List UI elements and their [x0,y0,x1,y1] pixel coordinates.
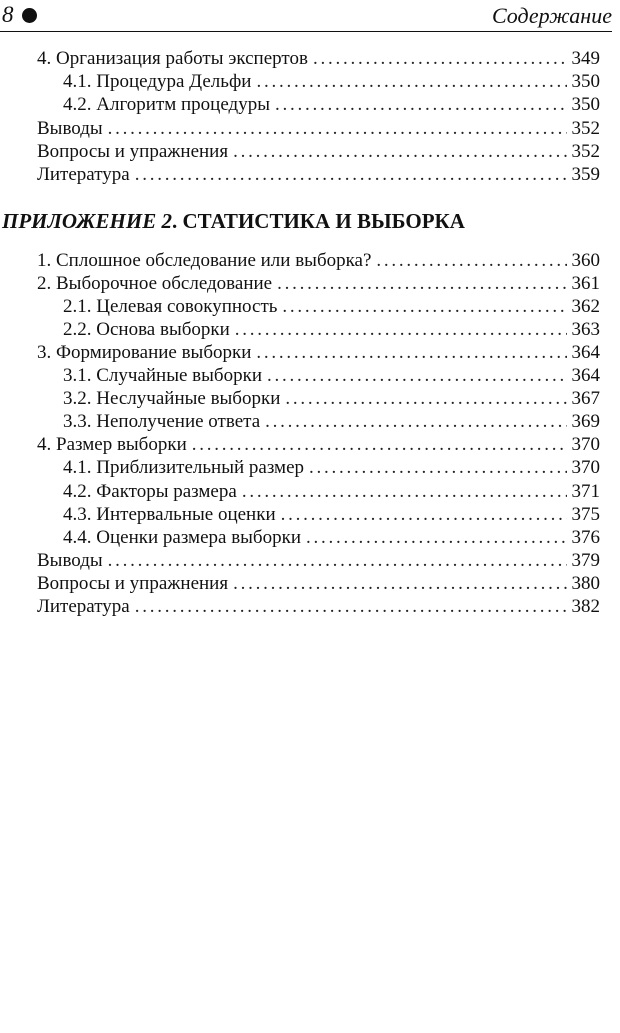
toc-leader-dots [309,456,566,479]
toc-leader-dots [135,163,567,186]
toc-entry-title: 2. Выборочное обследование [37,273,273,295]
toc-entry-page: 375 [571,503,600,525]
toc-entry-title: 4.1. Приблизительный размер [63,457,305,479]
toc-entry-page: 379 [571,549,600,571]
toc-entry [0,387,600,410]
toc-entry [0,410,600,433]
toc-leader-dots [135,595,567,618]
toc-entry-title: 4.2. Алгоритм процедуры [63,94,270,116]
page-header [0,0,620,34]
toc-leader-dots [256,70,566,93]
toc-entry-page: 352 [571,117,600,139]
toc-leader-dots [192,433,567,456]
toc-entry [0,572,600,595]
toc-entry [0,117,600,140]
toc-leader-dots [256,341,566,364]
toc-leader-dots [282,295,566,318]
toc-leader-dots [281,503,567,526]
toc-leader-dots [265,410,566,433]
toc-entry-page: 370 [571,457,600,479]
section-heading-prefix: ПРИЛОЖЕНИЕ 2 [2,209,172,233]
toc-entry [0,526,600,549]
toc-entry-page: 382 [571,595,600,617]
toc-leader-dots [233,140,566,163]
toc-entry-title: Выводы [37,117,103,139]
toc-entry-page: 367 [571,388,600,410]
toc-entry [0,456,600,479]
toc-entry-title: 3.3. Неполучение ответа [63,411,261,433]
toc-entry-page: 359 [571,164,600,185]
toc-entry-title: 2.2. Основа выборки [63,319,230,341]
toc-entry-page: 369 [571,411,600,433]
page-number: 8 [2,2,14,27]
toc-entry [0,295,600,318]
toc-entry-title: 3. Формирование выборки [37,342,252,364]
toc-entry [0,364,600,387]
toc-entry [0,341,600,364]
section-heading [2,208,465,234]
bullet-dot-icon [22,8,37,23]
toc-entry [0,249,600,272]
toc-leader-dots [108,549,567,572]
section-heading-title: . СТАТИСТИКА И ВЫБОРКА [171,209,465,233]
toc-leader-dots [376,249,566,272]
toc-entry-page: 376 [571,526,600,548]
toc-leader-dots [306,526,566,549]
toc-entry [0,595,600,618]
toc-entry-page: 352 [571,140,600,162]
toc-entry [0,47,600,70]
toc-entry-page: 364 [571,365,600,387]
toc-entry-title: 4. Организация работы экспертов [37,48,308,69]
toc-entry [0,70,600,93]
toc-entry [0,318,600,341]
toc-entry-title: 4.2. Факторы размера [63,480,237,502]
toc-entry-page: 360 [571,250,600,271]
toc-entry-title: 1. Сплошное обследование или выборка? [37,250,372,271]
toc-leader-dots [242,480,567,503]
toc-entry [0,503,600,526]
toc-entry-title: 3.2. Неслучайные выборки [63,388,281,410]
toc-entry-title: Вопросы и упражнения [37,140,229,162]
toc-entry [0,549,600,572]
toc-leader-dots [235,318,567,341]
toc-leader-dots [313,47,567,70]
toc-entry-page: 363 [571,319,600,341]
toc-leader-dots [277,272,566,295]
toc-entry-page: 350 [571,71,600,93]
toc-entry-title: 4.3. Интервальные оценки [63,503,276,525]
toc-leader-dots [108,117,567,140]
toc-entry-page: 364 [571,342,600,364]
header-rule [0,31,612,32]
toc-leader-dots [233,572,566,595]
toc-entry-title: 4.4. Оценки размера выборки [63,526,302,548]
toc-entry-page: 362 [571,296,600,318]
toc-leader-dots [285,387,566,410]
toc-entry-title: Литература [37,595,130,617]
toc-entry-title: Вопросы и упражнения [37,572,229,594]
toc-entry-title: Литература [37,164,130,185]
toc-entry [0,140,600,163]
toc-entry-page: 370 [571,434,600,456]
toc-entry [0,272,600,295]
toc-leader-dots [267,364,567,387]
toc-entry-title: 2.1. Целевая совокупность [63,296,278,318]
toc-entry-title: 4.1. Процедура Дельфи [63,71,252,93]
toc-entry-title: Выводы [37,549,103,571]
toc-entry-title: 3.1. Случайные выборки [63,365,262,387]
toc-entry [0,163,600,186]
toc-leader-dots [275,93,567,116]
toc-entry-page: 380 [571,572,600,594]
toc-entry [0,480,600,503]
running-title: Содержание [491,3,612,28]
toc-entry [0,433,600,456]
toc-entry-page: 349 [571,48,600,69]
toc-entry-title: 4. Размер выборки [37,434,187,456]
toc-entry-page: 350 [571,94,600,116]
toc-entry-page: 361 [571,273,600,295]
toc-entry-page: 371 [571,480,600,502]
toc-entry [0,93,600,116]
